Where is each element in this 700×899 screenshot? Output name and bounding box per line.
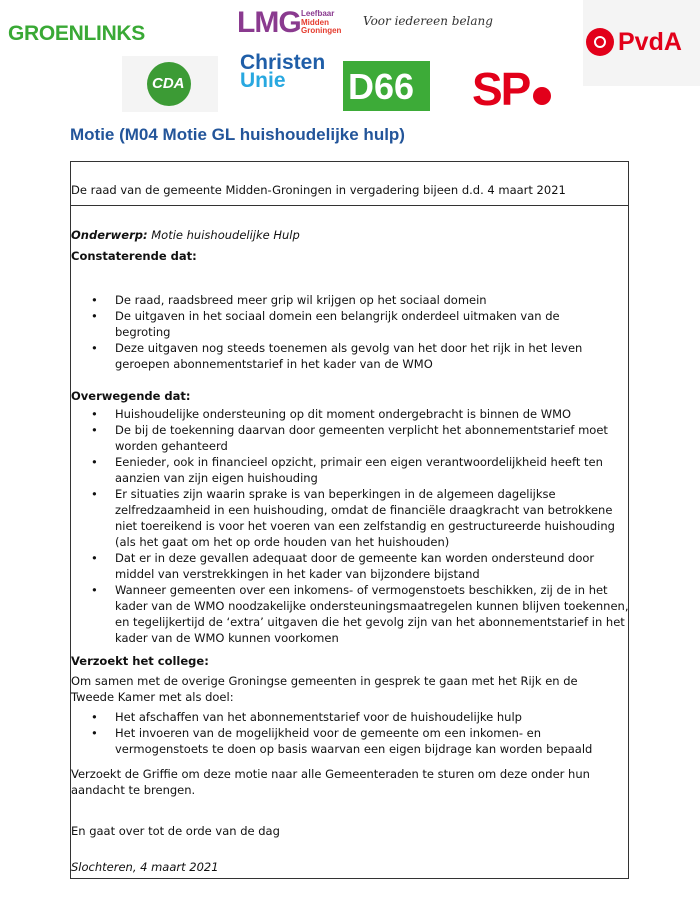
constaterende-list bbox=[71, 292, 616, 372]
sp-logo-text: SP bbox=[472, 63, 530, 115]
header-line: De raad van de gemeente Midden-Groningen in vergadering bijeen d.d. 4 maart 2021 bbox=[71, 183, 566, 197]
lmg-line1: Leefbaar bbox=[301, 9, 335, 18]
list-item: • Eenieder, ook in financieel opzicht, primair een eigen verantwoordelijkheid heeft ten aanzien van zijn eigen huishouding bbox=[71, 454, 629, 486]
closing-line: En gaat over tot de orde van de dag bbox=[71, 824, 280, 838]
verzoekt-list bbox=[71, 709, 629, 757]
list-item: • Het invoeren van de mogelijkheid voor de gemeente om een inkomen- en vermogenstoets te doen op basis waarvan een eigen bijdrage kan worden bepaald bbox=[71, 725, 629, 757]
list-item: • Dat er in deze gevallen adequaat door de gemeente kan worden ondersteund door middel van verstrekkingen in het kader van bijzondere bijstand bbox=[71, 550, 629, 582]
pvda-logo-text: PvdA bbox=[618, 28, 682, 56]
list-item: • Deze uitgaven nog steeds toenemen als gevolg van het door het rijk in het leven geroepen abonnementstarief in het kader van de WMO bbox=[71, 340, 616, 372]
d66-logo bbox=[343, 61, 430, 111]
overwegende-heading: Overwegende dat: bbox=[71, 389, 191, 403]
tomato-icon bbox=[533, 87, 551, 105]
verzoekt-heading: Verzoekt het college: bbox=[71, 654, 209, 668]
subject-line bbox=[71, 227, 300, 243]
lmg-logo bbox=[237, 6, 493, 42]
signoff: Slochteren, 4 maart 2021 bbox=[71, 860, 219, 874]
lmg-slogan: Voor iedereen belang bbox=[363, 14, 493, 28]
page-title: Motie (M04 Motie GL huishoudelijke hulp) bbox=[70, 125, 405, 144]
rose-icon bbox=[586, 28, 614, 56]
list-item: • Wanneer gemeenten over een inkomens- of vermogenstoets beschikken, zij de in het kader van de WMO noodzakelijke ondersteuningsmaatregelen kunnen blijven toekennen, en tegelijkertijd de ‘extra’ uitgaven die het gevolg zijn van het abonnementstarief in het kader van de WMO kunnen voorkomen bbox=[71, 582, 629, 646]
lmg-line2: Midden bbox=[301, 17, 329, 27]
verzoekt-intro: Om samen met de overige Groningse gemeenten in gesprek te gaan met het Rijk en de Tweede Kamer met als doel: bbox=[71, 674, 578, 704]
list-item: • De uitgaven in het sociaal domein een belangrijk onderdeel uitmaken van de begroting bbox=[71, 308, 616, 340]
constaterende-heading: Constaterende dat: bbox=[71, 249, 197, 263]
list-item: • Huishoudelijke ondersteuning op dit moment ondergebracht is binnen de WMO bbox=[71, 406, 629, 422]
lmg-logo-letters: LMG bbox=[237, 6, 301, 39]
pvda-logo bbox=[583, 0, 700, 86]
list-item: • De raad, raadsbreed meer grip wil krijgen op het sociaal domein bbox=[71, 292, 616, 308]
lmg-line3: Groningen bbox=[301, 26, 342, 35]
list-item: • Er situaties zijn waarin sprake is van beperkingen in de algemeen dagelijkse zelfredzaamheid in een huishouding, omdat de financiële draagkracht van betrokkene niet toereikend is voor het voeren van een zelfstandig en gestructureerde huishouding (als het gaat om het op orde houden van het huishouden) bbox=[71, 486, 629, 550]
cda-logo bbox=[122, 56, 218, 112]
christenunie-line1: Christen bbox=[240, 51, 326, 74]
motion-box bbox=[70, 161, 629, 879]
list-item: • De bij de toekenning daarvan door gemeenten verplicht het abonnementstarief moet worden gehanteerd bbox=[71, 422, 629, 454]
overwegende-list bbox=[71, 406, 629, 646]
subject-label: Onderwerp: bbox=[71, 228, 148, 242]
groenlinks-logo bbox=[8, 22, 145, 46]
christenunie-line2: Unie bbox=[240, 69, 286, 92]
griffie-request: Verzoekt de Griffie om deze motie naar alle Gemeenteraden te sturen om deze onder hun aandacht te brengen. bbox=[71, 767, 590, 797]
d66-logo-text: D66 bbox=[348, 66, 415, 107]
list-item: • Het afschaffen van het abonnementstarief voor de huishoudelijke hulp bbox=[71, 709, 629, 725]
divider bbox=[71, 205, 628, 206]
christenunie-logo bbox=[240, 51, 326, 92]
cda-logo-text: CDA bbox=[152, 75, 185, 92]
lmg-logo-name bbox=[301, 10, 341, 36]
groenlinks-logo-text: GROENLINKS bbox=[8, 22, 146, 45]
subject-text: Motie huishoudelijke Hulp bbox=[151, 228, 300, 242]
sp-logo bbox=[472, 62, 551, 116]
